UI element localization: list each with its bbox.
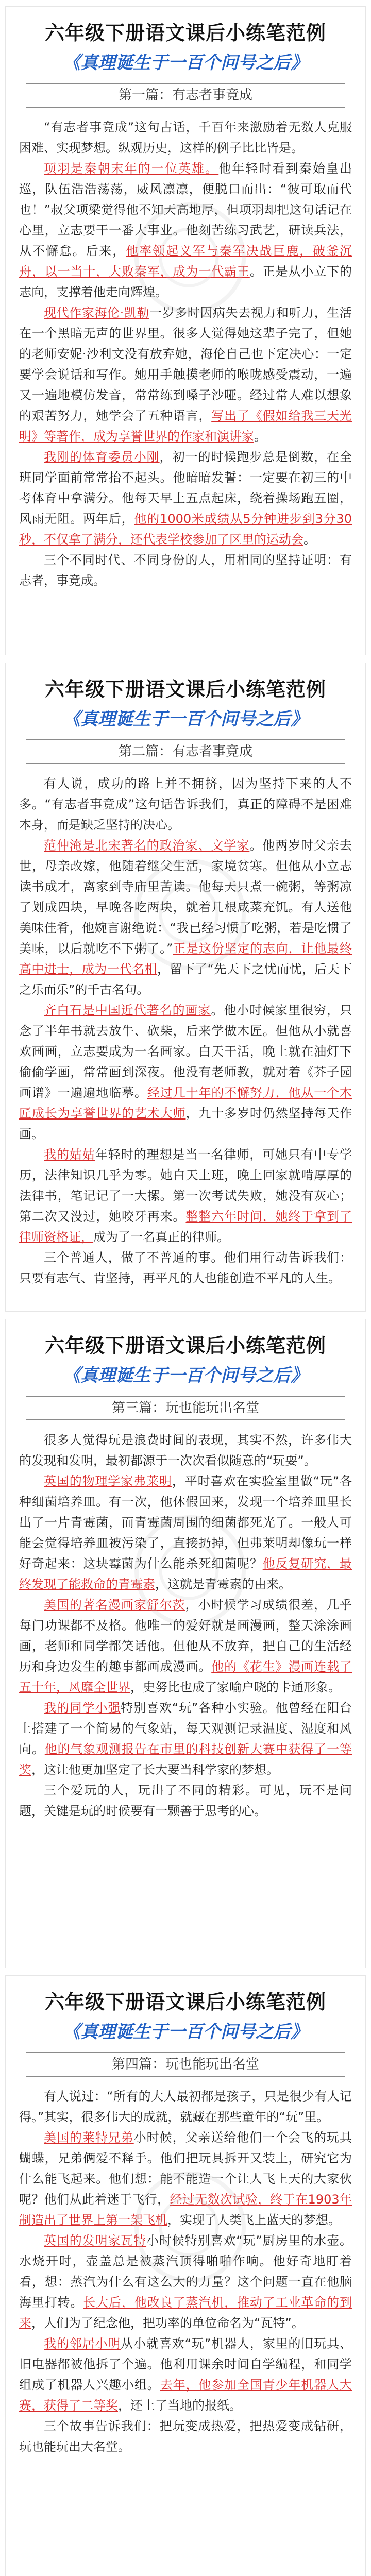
body-text: ，初一的时候跑步总是倒数，在全班同学面前常常抬不起头。他暗暗发誓：一定要在初三的中考体育中拿满分。他每天早上五点起床，绕着操场跑五圈，风雨无阻。两年后， [19,450,352,526]
body-text: 很多人觉得玩是浪费时间的表现，其实不然，许多伟大的发现和发明，最初都源于一次次看似随意的“玩耍”。 [19,1433,352,1468]
highlighted-text: 我的同学小强 [44,1701,121,1715]
body-text: 他年轻时看到秦始皇出巡，队伍浩浩荡荡，威风凛凛，便脱口而出：“彼可取而代也！”叔父项梁觉得他不知天高地厚，但项羽却把这句话记在心里，立志要干一番大事业。他刻苦练习武艺，研读兵法，从不懈怠。后来， [19,161,352,258]
essay-paragraph [19,1000,352,1144]
highlighted-text: 经过几十年的不懈努力，他从一个木匠成长为享誉世界的艺术大师 [19,1086,352,1121]
body-text: ，留下了“先天下之忧而忧，后天下之乐而乐”的千古名句。 [19,962,352,997]
highlighted-text: 我的姑姑 [44,1147,95,1162]
essay-paragraph [19,2230,352,2333]
essay-body [19,773,352,1289]
highlighted-text: 长大后，他改良了蒸汽机，推动了工业革命的到来 [19,2295,352,2330]
essay-paragraph [19,2127,352,2230]
document-title: 六年级下册语文课后小练笔范例 [44,678,326,701]
highlighted-text: 我的邻居小明 [44,2336,121,2351]
body-text: ，还上了当地的报纸。 [118,2398,242,2413]
essay-paragraph [19,1144,352,1247]
highlighted-text: 写出了《假如给我三天光明》等著作，成为享誉世界的作家和演讲家 [19,409,352,444]
essay-paragraph [19,1247,352,1289]
highlighted-text: 美国的著名漫画家舒尔茨 [44,1598,185,1612]
essay-body [19,117,352,591]
essay-paragraph [19,158,352,302]
body-text: 特别喜欢“玩”各种小实验。他曾经在阳台上搭建了一个简易的气象站，每天观测记录温度、湿度和风向。 [19,1701,352,1756]
highlighted-text: 我刚的体育委员小刚 [44,450,160,464]
body-text: “有志者事竟成”这句古话，千百年来激励着无数人克服困难、实现梦想。纵观历史，这样的例子比比皆是。 [19,120,352,155]
essay-paragraph [19,447,352,550]
highlighted-text: 他的《花生》漫画连载了五十年，风靡全世界 [19,1659,352,1694]
essay-card-1 [5,6,366,655]
highlighted-text: 整整六年时间，她终于拿到了律师资格证， [19,1209,352,1244]
essay-paragraph [19,117,352,158]
essay-paragraph [19,773,352,835]
document-title: 六年级下册语文课后小练笔范例 [44,22,326,44]
body-text: 。 [303,532,316,547]
essay-card-4 [5,1975,366,2576]
highlighted-text: 他的1000米成绩从5分钟进步到3分30秒，不仅拿了满分，还代表学校参加了区里的运动会 [19,512,352,547]
essay-body [19,1430,352,1821]
document-subtitle: 《真理诞生于一百个问号之后》 [63,2022,308,2042]
body-text: 三个普通人，做了不普通的事。他们用行动告诉我们：只要有志气、肯坚持，再平凡的人也能创造不平凡的人生。 [19,1250,352,1285]
highlighted-text: 美国的莱特兄弟 [44,2130,134,2145]
body-text: 三个不同时代、不同身份的人，用相同的坚持证明：有志者，事竟成。 [19,553,352,588]
essay-paragraph [19,1780,352,1821]
body-text: ，小时候学习成绩很差，几乎每门功课都不及格。他唯一的爱好就是画漫画，整天涂涂画画，老师和同学都笑话他。但他从不放弃，把自己的生活经历和身边发生的趣事都画成漫画。 [19,1598,352,1674]
highlighted-text: 英国的发明家瓦特 [44,2233,147,2248]
body-text: 。 [254,429,266,444]
body-text: 小时候特别喜欢“玩”厨房里的水壶。水烧开时，壶盖总是被蒸汽顶得啪啪作响。他好奇地盯着看，想：蒸汽为什么有这么大的力量？这个问题一直在他脑海里打转。 [19,2233,352,2310]
body-text: 一岁多时因病失去视力和听力，生活在一个黑暗无声的世界里。很多人觉得她这辈子完了，但她的老师安妮·沙利文没有放弃她，海伦自己也下定决心：一定要学会说话和写作。她用手触摸老师的喉咙感受震动，一遍又一遍地模仿发音，常常练到嗓子沙哑。经过常人难以想象的艰苦努力，她学会了五种语言， [19,306,352,423]
essay-body [19,2086,352,2457]
body-text: ，这让他更加坚定了长大要当科学家的梦想。 [31,1762,279,1777]
body-text: 有人说，成功的路上并不拥挤，因为坚持下来的人不多。“有志者事竟成”这句话告诉我们，真正的障碍不是困难本身，而是缺乏坚持的决心。 [19,776,352,832]
chapter-heading: 第一篇：有志者事竟成 [26,83,345,108]
document-subtitle: 《真理诞生于一百个问号之后》 [63,1365,308,1386]
highlighted-text: 齐白石是中国近代著名的画家 [44,1003,211,1018]
chapter-heading: 第三篇：玩也能玩出名堂 [26,1396,345,1420]
essay-paragraph [19,2416,352,2457]
essay-paragraph [19,1471,352,1595]
body-text: 。正是从小立下的志向，支撑着他走向辉煌。 [19,264,352,299]
body-text: ，人们为了纪念他，把功率的单位命名为“瓦特”。 [31,2316,304,2330]
body-text: ，平时喜欢在实验室里做“玩”各种细菌培养皿。有一次，他休假回来，发现一个培养皿里长出了一片青霉菌，而青霉菌周围的细菌都死光了。一般人可能会觉得培养皿被污染了，直接扔掉，但弗莱明却像玩一样好奇起来：这块霉菌为什么能杀死细菌呢？ [19,1474,352,1571]
body-text: 成为了一名真正的律师。 [93,1230,229,1244]
document-title: 六年级下册语文课后小练笔范例 [44,1334,326,1357]
highlighted-text: 他反复研究，最终发现了能救命的青霉素 [19,1556,352,1591]
essay-paragraph [19,1430,352,1471]
body-text: 三个故事告诉我们：把玩变成热爱，把热爱变成钻研，玩也能玩出大名堂。 [19,2419,352,2454]
highlighted-text: 去年，他参加全国青少年机器人大赛，获得了二等奖 [19,2378,352,2413]
body-text: 三个爱玩的人，玩出了不同的精彩。可见，玩不是问题，关键是玩的时候要有一颗善于思考的心。 [19,1783,352,1818]
body-text: 。他两岁时父亲去世，母亲改嫁，他随着继父生活，家境贫寒。但他从小立志读书成才，离家到寺庙里苦读。他每天只煮一碗粥，等粥凉了划成四块，早晚各吃两块，就着几根咸菜充饥。有人送他美味佳肴，他婉言谢绝说：“我已经习惯了吃粥，若是吃惯了美味，以后就吃不下粥了。” [19,838,352,956]
essay-card-3 [5,1319,366,1968]
document-subtitle: 《真理诞生于一百个问号之后》 [63,709,308,730]
body-text: ，这就是青霉素的由来。 [155,1577,291,1591]
essay-paragraph [19,2333,352,2416]
highlighted-text: 项羽是秦朝末年的一位英雄。 [44,161,219,176]
essay-paragraph [19,1595,352,1698]
chapter-heading: 第二篇：有志者事竟成 [26,739,345,764]
essay-paragraph [19,1698,352,1780]
document-subtitle: 《真理诞生于一百个问号之后》 [63,53,308,73]
chapter-heading: 第四篇：玩也能玩出名堂 [26,2052,345,2077]
body-text: 从小就喜欢“玩”机器人，家里的旧玩具、旧电器都被他拆了个遍。他利用课余时间自学编程，和同学组成了机器人兴趣小组。 [19,2336,352,2392]
highlighted-text: 他的气象观测报告在市里的科技创新大赛中获得了一等奖 [19,1742,352,1777]
essay-paragraph [19,550,352,591]
essay-paragraph [19,2086,352,2127]
highlighted-text: 范仲淹是北宋著名的政治家、文学家 [44,838,250,853]
highlighted-text: 经过无数次试验，终于在1903年制造出了世界上第一架飞机 [19,2192,352,2227]
body-text: 有人说过：“所有的大人最初都是孩子，只是很少有人记得。”其实，很多伟大的成就，就藏在那些童年的“玩”里。 [19,2089,352,2124]
document-title: 六年级下册语文课后小练笔范例 [44,1991,326,2013]
highlighted-text: 现代作家海伦·凯勒 [44,306,150,320]
essay-paragraph [19,302,352,447]
body-text: 小时候，父亲送给他们一个会飞的玩具蝴蝶，兄弟俩爱不释手。他们把玩具拆开又装上，研究它为什么能飞起来。他们想：能不能造一个让人飞上天的大家伙呢？他们从此着迷于飞行， [19,2130,352,2207]
highlighted-text: 英国的物理学家弗莱明 [44,1474,172,1488]
body-text: ，九十多岁时仍然坚持每天作画。 [19,1106,352,1141]
body-text: 。他小时候家里很穷，只念了半年书就去放牛、砍柴，后来学做木匠。但他从小就喜欢画画，立志要成为一名画家。白天干活，晚上就在油灯下偷偷学画，常常画到深夜。他没有老师教，就对着《芥子园画谱》一遍遍地临摹。 [19,1003,352,1100]
essay-paragraph [19,835,352,1000]
highlighted-text: 正是这份坚定的志向，让他最终高中进士，成为一代名相 [19,941,352,976]
highlighted-text: 他率领起义军与秦军决战巨鹿，破釜沉舟，以一当十，大败秦军，成为一代霸王 [19,244,352,279]
essay-card-2 [5,663,366,1312]
body-text: ，实现了人类飞上蓝天的梦想。 [167,2213,341,2227]
body-text: ，史努比也成了家喻户晓的卡通形象。 [130,1680,341,1694]
body-text: 年轻时的理想是当一名律师，可她只有中专学历，法律知识几乎为零。她白天上班，晚上回家就啃厚厚的法律书，笔记记了一大摞。第一次考试失败，她没有灰心；第二次又没过，她咬牙再来。 [19,1147,352,1224]
